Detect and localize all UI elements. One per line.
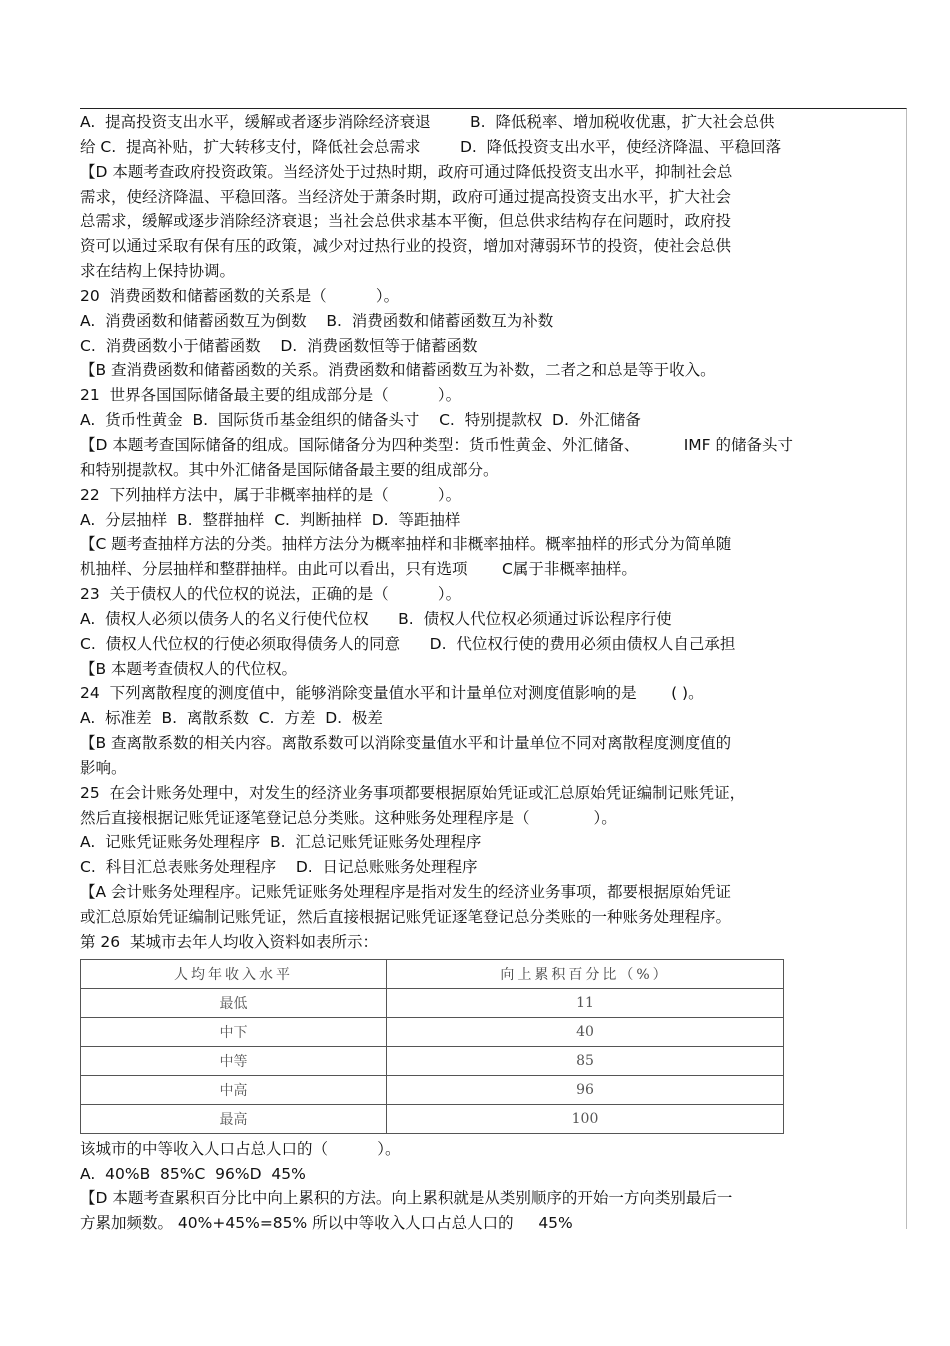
text-line: A. 货币性黄金 B. 国际货币基金组织的储备头寸 C. 特别提款权 D. 外汇储备 <box>80 411 641 430</box>
text-line: A. 分层抽样 B. 整群抽样 C. 判断抽样 D. 等距抽样 <box>80 510 461 529</box>
text-line: 然后直接根据记账凭证逐笔登记总分类账。这种账务处理程序是（ ）。 <box>80 808 617 827</box>
text-line: A. 提高投资支出水平，缓解或者逐步消除经济衰退 B. 降低税率、增加税收优惠，扩大社会总供 <box>80 113 775 131</box>
income-table <box>80 959 784 1134</box>
text-line: 和特别提款权。其中外汇储备是国际储备最主要的组成部分。 <box>80 460 499 479</box>
text-line: 第 26 某城市去年人均收入资料如表所示： <box>80 932 379 951</box>
question-block-before-table <box>80 110 910 955</box>
text-line: 【C 题考查抽样方法的分类。抽样方法分为概率抽样和非概率抽样。概率抽样的形式分为简单随 <box>80 535 732 554</box>
table-cell-cumulative-percent: 11 <box>387 988 784 1017</box>
table-cell-income-level: 中高 <box>81 1075 387 1104</box>
text-line: 【D 本题考查国际储备的组成。国际储备分为四种类型：货币性黄金、外汇储备、 IMF 的储备头寸 <box>80 435 793 454</box>
text-line: 需求，使经济降温、平稳回落。当经济处于萧条时期，政府可通过提高投资支出水平，扩大社会 <box>80 187 732 206</box>
table-row <box>81 1017 784 1046</box>
table-cell-cumulative-percent: 85 <box>387 1046 784 1075</box>
text-line: 给 C. 提高补贴，扩大转移支付，降低社会总需求 D. 降低投资支出水平，使经济降温、平稳回落 <box>80 137 782 156</box>
text-line: 22 下列抽样方法中，属于非概率抽样的是（ ）。 <box>80 485 462 504</box>
table-cell-income-level: 最高 <box>81 1104 387 1133</box>
text-line: C. 消费函数小于储蓄函数 D. 消费函数恒等于储蓄函数 <box>80 336 478 355</box>
text-line: 求在结构上保持协调。 <box>80 262 236 281</box>
table-cell-cumulative-percent: 96 <box>387 1075 784 1104</box>
text-line: 【B 查离散系数的相关内容。离散系数可以消除变量值水平和计量单位不同对离散程度测度值的 <box>80 734 732 753</box>
text-line: 资可以通过采取有保有压的政策，减少对过热行业的投资，增加对薄弱环节的投资，使社会总供 <box>80 237 732 256</box>
table-row <box>81 1104 784 1133</box>
text-line: A. 记账凭证账务处理程序 B. 汇总记账凭证账务处理程序 <box>80 833 482 852</box>
text-line: 影响。 <box>80 758 127 777</box>
table-cell-cumulative-percent: 40 <box>387 1017 784 1046</box>
document-body <box>80 110 910 1236</box>
text-line: 【D 本题考查累积百分比中向上累积的方法。向上累积就是从类别顺序的开始一方向类别最后一 <box>80 1189 733 1208</box>
text-line: 23 关于债权人的代位权的说法，正确的是（ ）。 <box>80 585 462 604</box>
table-cell-income-level: 中下 <box>81 1017 387 1046</box>
text-line: 24 下列离散程度的测度值中，能够消除变量值水平和计量单位对测度值影响的是 ( )。 <box>80 684 704 703</box>
text-line: 机抽样、分层抽样和整群抽样。由此可以看出，只有选项 C属于非概率抽样。 <box>80 560 637 579</box>
question-block-after-table <box>80 1137 910 1236</box>
text-line: 或汇总原始凭证编制记账凭证，然后直接根据记账凭证逐笔登记总分类账的一种账务处理程序。 <box>80 908 732 926</box>
table-header-row <box>81 959 784 988</box>
text-line: C. 债权人代位权的行使必须取得债务人的同意 D. 代位权行使的费用必须由债权人自己承担 <box>80 634 736 653</box>
text-line: 【A 会计账务处理程序。记账凭证账务处理程序是指对发生的经济业务事项，都要根据原始凭证 <box>80 883 732 902</box>
text-line: 总需求，缓解或逐步消除经济衰退；当社会总供求基本平衡，但总供求结构存在问题时，政府投 <box>80 212 732 231</box>
text-line: C. 科目汇总表账务处理程序 D. 日记总账账务处理程序 <box>80 858 478 877</box>
table-cell-cumulative-percent: 100 <box>387 1104 784 1133</box>
text-line: 25 在会计账务处理中，对发生的经济业务事项都要根据原始凭证或汇总原始凭证编制记账凭证， <box>80 783 746 802</box>
text-line: A. 债权人必须以债务人的名义行使代位权 B. 债权人代位权必须通过诉讼程序行使 <box>80 609 672 628</box>
text-line: A. 标准差 B. 离散系数 C. 方差 D. 极差 <box>80 709 383 728</box>
text-line: 该城市的中等收入人口占总人口的（ ）。 <box>80 1139 401 1158</box>
text-line: 方累加频数。 40%+45%=85% 所以中等收入人口占总人口的 45% <box>80 1214 573 1233</box>
income-table-wrapper <box>80 955 910 1137</box>
table-body <box>81 988 784 1133</box>
text-line: A. 消费函数和储蓄函数互为倒数 B. 消费函数和储蓄函数互为补数 <box>80 311 554 330</box>
text-line: 20 消费函数和储蓄函数的关系是（ ）。 <box>80 286 400 305</box>
table-header-income-level: 人均年收入水平 <box>81 959 387 988</box>
text-line: 【D 本题考查政府投资政策。当经济处于过热时期，政府可通过降低投资支出水平，抑制社会总 <box>80 162 733 181</box>
table-cell-income-level: 最低 <box>81 988 387 1017</box>
table-row <box>81 1046 784 1075</box>
table-row <box>81 1075 784 1104</box>
text-line: 21 世界各国国际储备最主要的组成部分是（ ）。 <box>80 386 462 405</box>
text-line: 【B 本题考查债权人的代位权。 <box>80 659 298 678</box>
text-line: 【B 查消费函数和储蓄函数的关系。消费函数和储蓄函数互为补数，二者之和总是等于收入。 <box>80 361 716 380</box>
table-cell-income-level: 中等 <box>81 1046 387 1075</box>
table-row <box>81 988 784 1017</box>
text-line: A. 40%B 85%C 96%D 45% <box>80 1164 306 1183</box>
table-header-cumulative-percent: 向上累积百分比（%） <box>387 959 784 988</box>
